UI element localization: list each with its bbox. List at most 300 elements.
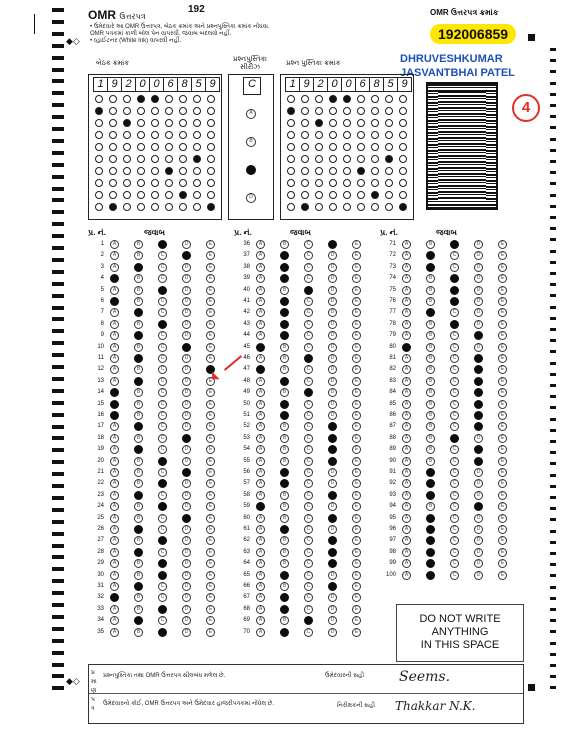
answer-bubble[interactable] (426, 525, 435, 534)
answer-bubble[interactable]: B (426, 388, 435, 397)
digit-bubble[interactable] (151, 107, 159, 115)
digit-bubble[interactable] (151, 131, 159, 139)
answer-bubble[interactable]: A (256, 331, 265, 340)
digit-bubble[interactable] (343, 191, 351, 199)
answer-bubble[interactable]: A (110, 559, 119, 568)
answer-bubble[interactable] (450, 286, 459, 295)
digit-bubble[interactable] (385, 131, 393, 139)
answer-bubble[interactable]: B (280, 240, 289, 249)
answer-bubble[interactable]: D (182, 559, 191, 568)
answer-bubble[interactable] (280, 479, 289, 488)
answer-bubble[interactable]: E (206, 548, 215, 557)
answer-bubble[interactable]: E (352, 514, 361, 523)
answer-bubble[interactable]: A (110, 616, 119, 625)
answer-bubble[interactable] (158, 559, 167, 568)
answer-bubble[interactable]: A (402, 297, 411, 306)
answer-bubble[interactable] (426, 571, 435, 580)
digit-bubble[interactable] (399, 203, 407, 211)
digit-bubble[interactable] (95, 191, 103, 199)
answer-bubble[interactable]: A (110, 251, 119, 260)
answer-bubble[interactable]: B (134, 411, 143, 420)
digit-bubble[interactable] (371, 167, 379, 175)
answer-bubble[interactable]: E (206, 343, 215, 352)
answer-bubble[interactable]: D (474, 514, 483, 523)
answer-bubble[interactable]: C (304, 479, 313, 488)
answer-bubble[interactable]: E (352, 525, 361, 534)
answer-bubble[interactable]: B (134, 502, 143, 511)
answer-bubble[interactable] (280, 308, 289, 317)
series-bubble[interactable]: B (246, 137, 256, 147)
answer-bubble[interactable]: D (328, 286, 337, 295)
answer-bubble[interactable]: B (280, 582, 289, 591)
digit-bubble[interactable] (301, 95, 309, 103)
answer-bubble[interactable]: A (110, 571, 119, 580)
answer-bubble[interactable]: E (498, 411, 507, 420)
answer-bubble[interactable]: D (182, 605, 191, 614)
answer-bubble[interactable]: A (402, 479, 411, 488)
answer-bubble[interactable] (328, 536, 337, 545)
answer-bubble[interactable]: A (256, 457, 265, 466)
answer-bubble[interactable] (304, 286, 313, 295)
answer-bubble[interactable]: B (280, 616, 289, 625)
digit-bubble[interactable] (301, 119, 309, 127)
answer-bubble[interactable]: E (206, 605, 215, 614)
digit-bubble[interactable] (137, 107, 145, 115)
answer-bubble[interactable]: E (206, 491, 215, 500)
answer-bubble[interactable]: E (498, 251, 507, 260)
answer-bubble[interactable]: A (256, 559, 265, 568)
digit-bubble[interactable] (109, 167, 117, 175)
answer-bubble[interactable]: B (426, 297, 435, 306)
answer-bubble[interactable]: B (134, 297, 143, 306)
answer-bubble[interactable]: D (328, 388, 337, 397)
answer-bubble[interactable]: E (498, 536, 507, 545)
answer-bubble[interactable]: D (328, 593, 337, 602)
answer-bubble[interactable]: C (450, 251, 459, 260)
answer-bubble[interactable]: D (182, 525, 191, 534)
answer-bubble[interactable]: C (450, 536, 459, 545)
answer-bubble[interactable]: B (280, 457, 289, 466)
digit-bubble[interactable] (315, 119, 323, 127)
digit-bubble[interactable] (207, 143, 215, 151)
answer-bubble[interactable] (280, 331, 289, 340)
digit-bubble[interactable] (193, 95, 201, 103)
answer-bubble[interactable]: A (110, 548, 119, 557)
answer-bubble[interactable] (134, 354, 143, 363)
answer-bubble[interactable]: B (134, 320, 143, 329)
digit-bubble[interactable] (165, 119, 173, 127)
digit-bubble[interactable] (95, 143, 103, 151)
digit-bubble[interactable] (123, 155, 131, 163)
digit-bubble[interactable] (371, 119, 379, 127)
answer-bubble[interactable]: C (158, 616, 167, 625)
answer-bubble[interactable] (280, 320, 289, 329)
answer-bubble[interactable] (474, 457, 483, 466)
digit-bubble[interactable] (151, 95, 159, 103)
answer-bubble[interactable]: A (402, 274, 411, 283)
answer-bubble[interactable]: E (206, 479, 215, 488)
answer-bubble[interactable] (426, 263, 435, 272)
answer-bubble[interactable] (134, 377, 143, 386)
answer-bubble[interactable]: A (256, 274, 265, 283)
digit-bubble[interactable] (371, 107, 379, 115)
answer-bubble[interactable]: D (474, 571, 483, 580)
digit-bubble[interactable] (137, 119, 145, 127)
answer-bubble[interactable]: A (256, 308, 265, 317)
answer-bubble[interactable]: C (450, 388, 459, 397)
answer-bubble[interactable] (280, 593, 289, 602)
digit-bubble[interactable] (301, 155, 309, 163)
answer-bubble[interactable]: A (402, 502, 411, 511)
answer-bubble[interactable]: D (328, 354, 337, 363)
digit-bubble[interactable] (123, 107, 131, 115)
answer-bubble[interactable]: E (498, 354, 507, 363)
digit-bubble[interactable] (399, 131, 407, 139)
digit-bubble[interactable] (399, 119, 407, 127)
digit-bubble[interactable] (385, 155, 393, 163)
answer-bubble[interactable] (474, 502, 483, 511)
digit-bubble[interactable] (123, 95, 131, 103)
digit-bubble[interactable] (301, 107, 309, 115)
answer-bubble[interactable]: C (304, 468, 313, 477)
digit-bubble[interactable] (137, 191, 145, 199)
answer-bubble[interactable] (328, 434, 337, 443)
digit-bubble[interactable] (357, 95, 365, 103)
digit-bubble[interactable] (287, 167, 295, 175)
digit-bubble[interactable] (385, 191, 393, 199)
answer-bubble[interactable]: E (206, 274, 215, 283)
answer-bubble[interactable] (110, 593, 119, 602)
answer-bubble[interactable]: E (498, 571, 507, 580)
answer-bubble[interactable]: C (304, 434, 313, 443)
answer-bubble[interactable] (474, 445, 483, 454)
digit-bubble[interactable] (301, 131, 309, 139)
answer-bubble[interactable]: D (474, 468, 483, 477)
answer-bubble[interactable]: C (304, 536, 313, 545)
digit-bubble[interactable] (179, 95, 187, 103)
answer-bubble[interactable]: B (134, 605, 143, 614)
digit-bubble[interactable] (207, 119, 215, 127)
answer-bubble[interactable] (158, 628, 167, 637)
answer-bubble[interactable] (426, 468, 435, 477)
answer-bubble[interactable] (474, 377, 483, 386)
answer-bubble[interactable] (110, 411, 119, 420)
answer-bubble[interactable] (158, 240, 167, 249)
answer-bubble[interactable]: A (110, 457, 119, 466)
answer-bubble[interactable]: E (206, 468, 215, 477)
answer-bubble[interactable]: A (402, 536, 411, 545)
answer-bubble[interactable]: E (206, 297, 215, 306)
digit-bubble[interactable] (193, 143, 201, 151)
answer-bubble[interactable] (328, 514, 337, 523)
answer-bubble[interactable]: A (402, 445, 411, 454)
digit-bubble[interactable] (151, 203, 159, 211)
answer-bubble[interactable]: C (304, 251, 313, 260)
answer-bubble[interactable]: E (206, 445, 215, 454)
answer-bubble[interactable]: E (206, 320, 215, 329)
answer-bubble[interactable]: A (402, 388, 411, 397)
digit-bubble[interactable] (179, 131, 187, 139)
answer-bubble[interactable]: C (158, 263, 167, 272)
answer-bubble[interactable] (426, 308, 435, 317)
answer-bubble[interactable]: B (426, 411, 435, 420)
digit-bubble[interactable] (315, 131, 323, 139)
answer-bubble[interactable] (158, 479, 167, 488)
answer-bubble[interactable]: D (182, 628, 191, 637)
answer-bubble[interactable]: B (280, 286, 289, 295)
answer-bubble[interactable]: B (280, 491, 289, 500)
answer-bubble[interactable]: A (402, 240, 411, 249)
digit-bubble[interactable] (343, 143, 351, 151)
answer-bubble[interactable]: E (352, 308, 361, 317)
answer-bubble[interactable] (158, 320, 167, 329)
answer-bubble[interactable]: E (352, 331, 361, 340)
answer-bubble[interactable]: D (182, 308, 191, 317)
digit-bubble[interactable] (123, 143, 131, 151)
answer-bubble[interactable]: E (498, 308, 507, 317)
answer-bubble[interactable]: C (158, 548, 167, 557)
answer-bubble[interactable]: B (134, 365, 143, 374)
answer-bubble[interactable]: D (474, 491, 483, 500)
answer-bubble[interactable]: D (182, 548, 191, 557)
digit-bubble[interactable] (385, 119, 393, 127)
answer-bubble[interactable]: C (158, 468, 167, 477)
digit-bubble[interactable] (165, 143, 173, 151)
answer-bubble[interactable]: C (304, 331, 313, 340)
answer-bubble[interactable]: E (498, 365, 507, 374)
answer-bubble[interactable]: C (304, 514, 313, 523)
answer-bubble[interactable] (280, 297, 289, 306)
digit-bubble[interactable] (151, 167, 159, 175)
answer-bubble[interactable]: B (426, 274, 435, 283)
answer-bubble[interactable]: A (402, 422, 411, 431)
answer-bubble[interactable]: D (182, 457, 191, 466)
answer-bubble[interactable] (182, 514, 191, 523)
answer-bubble[interactable]: C (158, 400, 167, 409)
answer-bubble[interactable]: B (426, 240, 435, 249)
answer-bubble[interactable]: E (206, 582, 215, 591)
answer-bubble[interactable]: D (474, 343, 483, 352)
answer-bubble[interactable]: A (256, 593, 265, 602)
answer-bubble[interactable]: C (450, 343, 459, 352)
answer-bubble[interactable]: C (158, 582, 167, 591)
answer-bubble[interactable]: E (498, 286, 507, 295)
answer-bubble[interactable] (182, 251, 191, 260)
answer-bubble[interactable] (426, 491, 435, 500)
digit-bubble[interactable] (179, 191, 187, 199)
answer-bubble[interactable]: E (206, 457, 215, 466)
digit-bubble[interactable] (109, 119, 117, 127)
answer-bubble[interactable]: A (110, 605, 119, 614)
digit-bubble[interactable] (123, 131, 131, 139)
answer-bubble[interactable] (110, 297, 119, 306)
digit-bubble[interactable] (95, 119, 103, 127)
answer-bubble[interactable]: E (352, 263, 361, 272)
answer-bubble[interactable]: A (256, 616, 265, 625)
digit-bubble[interactable] (137, 143, 145, 151)
answer-bubble[interactable]: B (280, 502, 289, 511)
answer-bubble[interactable]: C (304, 559, 313, 568)
answer-bubble[interactable]: C (450, 354, 459, 363)
answer-bubble[interactable]: B (134, 274, 143, 283)
answer-bubble[interactable]: E (352, 582, 361, 591)
answer-bubble[interactable]: C (158, 365, 167, 374)
digit-bubble[interactable] (301, 191, 309, 199)
answer-bubble[interactable]: B (426, 502, 435, 511)
answer-bubble[interactable]: C (304, 365, 313, 374)
answer-bubble[interactable]: E (352, 377, 361, 386)
answer-bubble[interactable]: E (498, 434, 507, 443)
digit-bubble[interactable] (343, 95, 351, 103)
answer-bubble[interactable]: E (352, 274, 361, 283)
answer-bubble[interactable]: A (256, 263, 265, 272)
answer-bubble[interactable] (110, 388, 119, 397)
digit-bubble[interactable] (287, 191, 295, 199)
answer-bubble[interactable]: A (110, 377, 119, 386)
answer-bubble[interactable]: C (450, 571, 459, 580)
answer-bubble[interactable]: E (498, 457, 507, 466)
answer-bubble[interactable]: B (280, 536, 289, 545)
answer-bubble[interactable]: A (402, 331, 411, 340)
series-bubble[interactable]: A (246, 109, 256, 119)
answer-bubble[interactable] (426, 251, 435, 260)
answer-bubble[interactable]: E (498, 320, 507, 329)
answer-bubble[interactable]: D (474, 536, 483, 545)
answer-bubble[interactable]: C (450, 377, 459, 386)
answer-bubble[interactable]: A (402, 400, 411, 409)
answer-bubble[interactable]: D (182, 274, 191, 283)
answer-bubble[interactable]: B (426, 422, 435, 431)
digit-bubble[interactable] (95, 131, 103, 139)
answer-bubble[interactable]: D (474, 297, 483, 306)
answer-bubble[interactable]: C (158, 434, 167, 443)
digit-bubble[interactable] (109, 95, 117, 103)
answer-bubble[interactable] (450, 240, 459, 249)
answer-bubble[interactable] (280, 411, 289, 420)
answer-bubble[interactable]: D (328, 251, 337, 260)
answer-bubble[interactable]: A (110, 525, 119, 534)
answer-bubble[interactable]: C (304, 320, 313, 329)
answer-bubble[interactable]: E (498, 559, 507, 568)
answer-bubble[interactable]: A (256, 525, 265, 534)
answer-bubble[interactable]: B (134, 468, 143, 477)
answer-bubble[interactable] (402, 343, 411, 352)
answer-bubble[interactable]: C (158, 422, 167, 431)
answer-bubble[interactable]: D (474, 251, 483, 260)
answer-bubble[interactable]: C (450, 411, 459, 420)
digit-bubble[interactable] (165, 131, 173, 139)
answer-bubble[interactable]: C (450, 445, 459, 454)
answer-bubble[interactable]: D (182, 297, 191, 306)
answer-bubble[interactable]: C (158, 274, 167, 283)
answer-bubble[interactable]: D (328, 502, 337, 511)
answer-bubble[interactable]: C (450, 400, 459, 409)
digit-bubble[interactable] (329, 203, 337, 211)
digit-bubble[interactable] (287, 143, 295, 151)
digit-bubble[interactable] (95, 155, 103, 163)
digit-bubble[interactable] (109, 131, 117, 139)
answer-bubble[interactable]: B (134, 457, 143, 466)
digit-bubble[interactable] (371, 203, 379, 211)
digit-bubble[interactable] (287, 119, 295, 127)
answer-bubble[interactable]: E (206, 559, 215, 568)
answer-bubble[interactable]: E (498, 274, 507, 283)
answer-bubble[interactable]: E (498, 548, 507, 557)
answer-bubble[interactable] (182, 434, 191, 443)
digit-bubble[interactable] (343, 155, 351, 163)
answer-bubble[interactable] (328, 240, 337, 249)
digit-bubble[interactable] (109, 203, 117, 211)
answer-bubble[interactable]: A (402, 491, 411, 500)
answer-bubble[interactable] (426, 514, 435, 523)
answer-bubble[interactable]: D (328, 365, 337, 374)
digit-bubble[interactable] (151, 143, 159, 151)
answer-bubble[interactable]: D (328, 331, 337, 340)
digit-bubble[interactable] (123, 179, 131, 187)
series-bubble[interactable]: D (246, 193, 256, 203)
answer-bubble[interactable]: C (450, 559, 459, 568)
answer-bubble[interactable]: C (304, 422, 313, 431)
answer-bubble[interactable]: D (328, 616, 337, 625)
answer-bubble[interactable]: D (182, 331, 191, 340)
answer-bubble[interactable]: C (158, 297, 167, 306)
digit-bubble[interactable] (207, 131, 215, 139)
answer-bubble[interactable] (134, 263, 143, 272)
answer-bubble[interactable] (134, 548, 143, 557)
answer-bubble[interactable]: C (450, 365, 459, 374)
answer-bubble[interactable]: D (182, 479, 191, 488)
answer-bubble[interactable]: A (402, 251, 411, 260)
answer-bubble[interactable]: A (256, 605, 265, 614)
answer-bubble[interactable]: A (110, 491, 119, 500)
answer-bubble[interactable] (134, 308, 143, 317)
answer-bubble[interactable]: A (256, 571, 265, 580)
answer-bubble[interactable]: E (206, 571, 215, 580)
answer-bubble[interactable]: E (352, 354, 361, 363)
answer-bubble[interactable] (328, 422, 337, 431)
answer-bubble[interactable]: E (498, 263, 507, 272)
answer-bubble[interactable] (426, 479, 435, 488)
answer-bubble[interactable]: A (256, 422, 265, 431)
answer-bubble[interactable]: D (182, 263, 191, 272)
answer-bubble[interactable]: E (352, 605, 361, 614)
answer-bubble[interactable]: E (352, 628, 361, 637)
digit-bubble[interactable] (371, 191, 379, 199)
digit-bubble[interactable] (399, 107, 407, 115)
answer-bubble[interactable]: D (182, 593, 191, 602)
digit-bubble[interactable] (165, 179, 173, 187)
answer-bubble[interactable] (280, 628, 289, 637)
answer-bubble[interactable] (474, 422, 483, 431)
digit-bubble[interactable] (151, 179, 159, 187)
answer-bubble[interactable]: E (206, 628, 215, 637)
answer-bubble[interactable]: B (134, 343, 143, 352)
answer-bubble[interactable] (134, 491, 143, 500)
answer-bubble[interactable]: C (158, 411, 167, 420)
answer-bubble[interactable]: B (134, 286, 143, 295)
digit-bubble[interactable] (137, 167, 145, 175)
answer-bubble[interactable]: E (352, 457, 361, 466)
answer-bubble[interactable]: D (328, 263, 337, 272)
digit-bubble[interactable] (179, 119, 187, 127)
digit-bubble[interactable] (385, 179, 393, 187)
answer-bubble[interactable]: A (110, 514, 119, 523)
digit-bubble[interactable] (329, 131, 337, 139)
answer-bubble[interactable] (474, 331, 483, 340)
answer-bubble[interactable]: E (352, 251, 361, 260)
answer-bubble[interactable]: D (182, 365, 191, 374)
answer-bubble[interactable]: D (182, 240, 191, 249)
